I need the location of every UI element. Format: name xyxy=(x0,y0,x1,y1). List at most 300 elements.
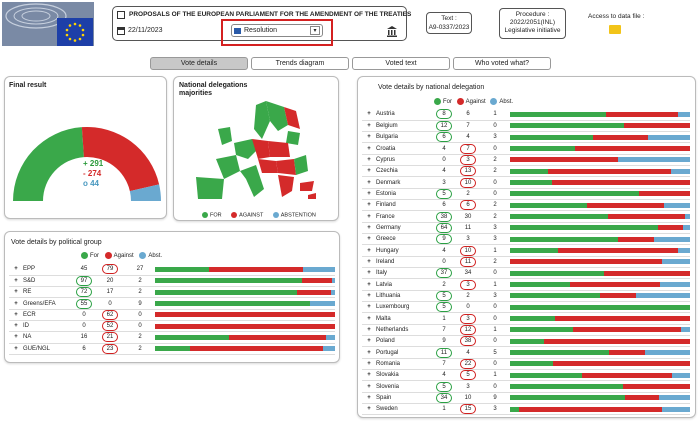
expand-row-button[interactable]: + xyxy=(362,132,376,143)
chevron-down-icon[interactable]: ▾ xyxy=(310,26,320,35)
against-count xyxy=(456,370,480,381)
vote-share-bar xyxy=(510,392,690,403)
for-count-value: 9 xyxy=(442,338,446,345)
against-count-value: 3 xyxy=(460,155,476,165)
abst-count xyxy=(480,370,510,381)
against-count-value: 34 xyxy=(464,270,472,277)
abst-count xyxy=(480,336,510,347)
political-group-row xyxy=(9,343,335,354)
abst-count xyxy=(480,143,510,154)
vote-share-bar xyxy=(510,245,690,256)
abst-count xyxy=(480,188,510,199)
procedure-label: Procedure : xyxy=(515,11,550,18)
for-count xyxy=(73,320,95,331)
row-label-value: Luxembourg xyxy=(376,304,410,311)
against-count xyxy=(456,268,480,279)
final-for-count: + 291 xyxy=(83,159,104,168)
bar-against-segment xyxy=(570,282,660,287)
abst-count xyxy=(125,332,155,343)
bar-abst-segment xyxy=(636,293,690,298)
national-delegation-row xyxy=(362,268,690,279)
expand-row-button[interactable]: + xyxy=(362,245,376,256)
for-count xyxy=(432,392,456,403)
row-label xyxy=(376,109,432,120)
pg-legend-abst: Abst. xyxy=(148,253,163,260)
for-count-value: 97 xyxy=(76,276,92,286)
vote-share-bar xyxy=(510,347,690,358)
national-delegation-table xyxy=(362,109,690,415)
nd-legend-against: Against xyxy=(465,99,486,106)
against-count-value: 52 xyxy=(102,321,118,331)
abst-count xyxy=(480,279,510,290)
for-count xyxy=(73,332,95,343)
against-count xyxy=(95,287,125,298)
bar-abst-segment xyxy=(662,407,690,412)
against-count-value: 13 xyxy=(460,166,476,176)
bar-for-segment xyxy=(510,225,658,230)
bar-against-segment xyxy=(297,290,331,295)
bar-for-segment xyxy=(510,180,552,185)
expand-row-button[interactable]: + xyxy=(362,200,376,211)
expand-row-button[interactable]: + xyxy=(9,320,23,331)
bar-abst-segment xyxy=(672,373,690,378)
against-count xyxy=(456,313,480,324)
against-count xyxy=(456,120,480,131)
bar-against-segment xyxy=(587,203,664,208)
bar-abst-segment xyxy=(648,135,690,140)
abst-count-value: 1 xyxy=(493,111,497,118)
abst-count-value: 3 xyxy=(493,406,497,413)
map-title: National delegations majorities xyxy=(179,82,248,97)
against-count xyxy=(456,109,480,120)
for-count xyxy=(432,200,456,211)
against-count xyxy=(95,332,125,343)
expand-row-button[interactable]: + xyxy=(362,302,376,313)
for-count-value: 5 xyxy=(436,291,452,301)
row-label-value: Latvia xyxy=(376,281,393,288)
row-label xyxy=(376,336,432,347)
against-count-value: 23 xyxy=(102,344,118,354)
for-count xyxy=(432,404,456,415)
expand-row-button[interactable]: + xyxy=(9,275,23,286)
bar-for-segment xyxy=(510,271,604,276)
final-result-title: Final result xyxy=(9,82,47,89)
for-count-value: 6 xyxy=(436,132,452,142)
expand-row-button[interactable]: + xyxy=(362,370,376,381)
for-count xyxy=(432,358,456,369)
national-delegation-row xyxy=(362,279,690,290)
abst-count-value: 3 xyxy=(493,134,497,141)
against-count xyxy=(456,302,480,313)
against-count-value: 15 xyxy=(460,404,476,414)
row-label-value: Lithuania xyxy=(376,292,401,299)
legend-abst-dot xyxy=(273,212,279,218)
bar-for-segment xyxy=(510,350,609,355)
tab-voted-text[interactable]: Voted text xyxy=(352,57,450,70)
vote-share-bar xyxy=(510,381,690,392)
vote-title: PROPOSALS OF THE EUROPEAN PARLIAMENT FOR THE AMENDMENT OF THE TREATIES xyxy=(129,11,412,18)
abst-count-value: 3 xyxy=(493,224,497,231)
expand-row-button[interactable]: + xyxy=(362,234,376,245)
vote-share-bar xyxy=(510,404,690,415)
for-count xyxy=(432,109,456,120)
bar-for-segment xyxy=(510,384,623,389)
abst-count xyxy=(480,177,510,188)
for-count-value: 2 xyxy=(442,281,446,288)
for-count xyxy=(432,302,456,313)
against-count xyxy=(456,245,480,256)
abst-count-value: 9 xyxy=(493,394,497,401)
for-count-value: 4 xyxy=(442,372,446,379)
expand-row-button[interactable]: + xyxy=(362,347,376,358)
for-count xyxy=(73,343,95,354)
against-count-value: 7 xyxy=(460,144,476,154)
expand-row-button[interactable]: + xyxy=(362,188,376,199)
bar-against-segment xyxy=(510,259,662,264)
for-count-value: 1 xyxy=(442,315,446,322)
row-label xyxy=(376,370,432,381)
row-label-value: NA xyxy=(23,334,32,341)
text-type-dropdown[interactable] xyxy=(231,24,323,37)
abst-count xyxy=(480,404,510,415)
against-count xyxy=(456,222,480,233)
final-result-card xyxy=(4,76,167,219)
row-label-value: Malta xyxy=(376,315,391,322)
for-count-value: 0 xyxy=(442,258,446,265)
expand-row-button[interactable]: + xyxy=(9,287,23,298)
vote-share-bar xyxy=(510,109,690,120)
national-delegation-row xyxy=(362,336,690,347)
abst-count-value: 9 xyxy=(138,300,142,307)
institution-icon[interactable] xyxy=(386,25,398,37)
bar-for-segment xyxy=(155,267,209,272)
national-delegation-row xyxy=(362,358,690,369)
bar-against-segment xyxy=(229,335,326,340)
national-delegation-row xyxy=(362,200,690,211)
expand-row-button[interactable]: + xyxy=(362,256,376,267)
expand-row-button[interactable]: + xyxy=(9,298,23,309)
for-count xyxy=(432,234,456,245)
for-count xyxy=(432,256,456,267)
abst-count xyxy=(480,154,510,165)
row-label xyxy=(23,309,73,320)
against-count-value: 3 xyxy=(466,236,470,243)
national-delegation-row xyxy=(362,143,690,154)
row-label-value: Finland xyxy=(376,202,396,209)
political-group-row xyxy=(9,298,335,309)
expand-row-button[interactable]: + xyxy=(362,336,376,347)
against-count xyxy=(456,177,480,188)
bar-against-segment xyxy=(552,180,690,185)
bar-abst-segment xyxy=(310,301,335,306)
bar-abst-segment xyxy=(331,290,335,295)
abst-count xyxy=(480,211,510,222)
abst-count-value: 0 xyxy=(493,145,497,152)
national-delegation-card xyxy=(357,76,696,418)
for-count-value: 12 xyxy=(436,121,452,131)
expand-row-button[interactable]: + xyxy=(362,290,376,301)
abst-count xyxy=(480,290,510,301)
against-count-value: 10 xyxy=(460,178,476,188)
expand-row-button[interactable]: + xyxy=(362,279,376,290)
row-label xyxy=(376,381,432,392)
abst-count xyxy=(125,343,155,354)
procedure-value: 2022/2051(INL) xyxy=(509,19,556,26)
abst-count xyxy=(125,275,155,286)
against-count-value: 2 xyxy=(466,292,470,299)
text-reference-box xyxy=(426,12,472,34)
for-count-value: 72 xyxy=(76,287,92,297)
procedure-type: Legislative initiative xyxy=(504,27,561,34)
for-count xyxy=(432,370,456,381)
political-group-card xyxy=(4,231,340,363)
for-count-value: 0 xyxy=(82,311,86,318)
abst-count xyxy=(480,109,510,120)
abst-count-value: 0 xyxy=(493,270,497,277)
row-label-value: ID xyxy=(23,323,29,330)
europe-map[interactable] xyxy=(196,99,326,204)
vote-share-bar xyxy=(155,320,335,331)
bar-for-segment xyxy=(510,282,570,287)
against-count xyxy=(456,154,480,165)
bar-against-segment xyxy=(555,316,690,321)
national-delegation-row xyxy=(362,392,690,403)
abst-count-value: 0 xyxy=(493,315,497,322)
for-count-value: 8 xyxy=(436,109,452,119)
for-count-value: 3 xyxy=(442,179,446,186)
expand-row-button[interactable]: + xyxy=(362,381,376,392)
row-label xyxy=(376,120,432,131)
abst-count xyxy=(125,298,155,309)
for-count-value: 16 xyxy=(80,334,88,341)
row-label xyxy=(376,268,432,279)
abst-count xyxy=(480,132,510,143)
abst-count-value: 2 xyxy=(138,277,142,284)
abst-count-value: 0 xyxy=(493,122,497,129)
bar-for-segment xyxy=(510,361,553,366)
for-count-value: 38 xyxy=(436,212,452,222)
national-delegation-row xyxy=(362,381,690,392)
abst-count-value: 0 xyxy=(493,179,497,186)
vote-share-bar xyxy=(155,275,335,286)
bar-abst-segment xyxy=(683,225,690,230)
abst-count xyxy=(480,381,510,392)
expand-row-button[interactable]: + xyxy=(362,313,376,324)
abst-count-value: 1 xyxy=(493,247,497,254)
expand-row-button[interactable]: + xyxy=(362,154,376,165)
for-count xyxy=(432,381,456,392)
for-count xyxy=(73,275,95,286)
expand-row-button[interactable]: + xyxy=(362,120,376,131)
vote-share-bar xyxy=(510,336,690,347)
bar-for-segment xyxy=(510,395,625,400)
row-label xyxy=(376,279,432,290)
bar-against-segment xyxy=(548,169,671,174)
expand-row-button[interactable]: + xyxy=(9,264,23,275)
bar-abst-segment xyxy=(685,214,690,219)
row-label xyxy=(376,313,432,324)
row-label-value: Austria xyxy=(376,111,395,118)
against-count xyxy=(456,381,480,392)
bar-against-segment xyxy=(606,112,678,117)
vote-share-bar xyxy=(510,200,690,211)
vote-share-bar xyxy=(510,222,690,233)
national-delegation-row xyxy=(362,245,690,256)
national-delegation-row xyxy=(362,313,690,324)
expand-row-button[interactable]: + xyxy=(362,358,376,369)
against-count xyxy=(456,404,480,415)
national-delegation-row xyxy=(362,256,690,267)
national-delegation-row xyxy=(362,166,690,177)
national-delegation-row xyxy=(362,222,690,233)
abst-count xyxy=(480,245,510,256)
for-count-value: 0 xyxy=(442,156,446,163)
vote-share-bar xyxy=(510,324,690,335)
bar-for-segment xyxy=(510,146,575,151)
national-delegation-legend xyxy=(434,98,513,105)
against-count-value: 11 xyxy=(460,257,476,267)
bar-against-segment xyxy=(609,350,645,355)
nd-legend-abst: Abst. xyxy=(499,99,514,106)
row-label-value: EPP xyxy=(23,266,36,273)
expand-row-button[interactable]: + xyxy=(362,324,376,335)
for-count-value: 45 xyxy=(80,266,88,273)
against-count-value: 6 xyxy=(460,200,476,210)
vote-share-bar xyxy=(510,166,690,177)
bar-against-segment xyxy=(600,293,636,298)
row-label-value: Poland xyxy=(376,338,395,345)
expand-row-button[interactable]: + xyxy=(362,268,376,279)
abst-count xyxy=(480,166,510,177)
vote-share-bar xyxy=(510,268,690,279)
bar-abst-segment xyxy=(681,327,690,332)
expand-row-button[interactable]: + xyxy=(9,332,23,343)
row-label xyxy=(23,264,73,275)
expand-row-button[interactable]: + xyxy=(362,392,376,403)
for-count xyxy=(432,132,456,143)
against-count xyxy=(456,392,480,403)
expand-row-button[interactable]: + xyxy=(9,343,23,354)
row-label-value: RE xyxy=(23,289,32,296)
row-label-value: Greece xyxy=(376,236,396,243)
row-label-value: Cyprus xyxy=(376,156,396,163)
abst-count-value: 1 xyxy=(493,326,497,333)
bar-against-segment xyxy=(155,324,335,329)
row-label xyxy=(23,320,73,331)
bar-for-segment xyxy=(155,301,310,306)
expand-row-button[interactable]: + xyxy=(362,143,376,154)
row-label xyxy=(376,324,432,335)
abst-count xyxy=(125,320,155,331)
data-file-icon[interactable] xyxy=(609,25,621,34)
against-count xyxy=(456,143,480,154)
bar-abst-segment xyxy=(659,395,690,400)
against-count-value: 62 xyxy=(102,310,118,320)
expand-row-button[interactable]: + xyxy=(9,309,23,320)
dropdown-value: Resolution xyxy=(244,27,278,34)
row-label xyxy=(23,287,73,298)
for-count-value: 5 xyxy=(436,189,452,199)
against-count-value: 5 xyxy=(460,370,476,380)
row-label-value: Italy xyxy=(376,270,388,277)
expand-row-button[interactable]: + xyxy=(362,166,376,177)
against-count xyxy=(456,279,480,290)
political-group-row xyxy=(9,309,335,320)
pg-legend-for: For xyxy=(90,253,99,260)
tab-who-voted-what[interactable]: Who voted what? xyxy=(453,57,551,70)
against-count-value: 4 xyxy=(466,349,470,356)
vote-title-box xyxy=(112,6,412,41)
row-label-value: GUE/NGL xyxy=(23,345,51,352)
text-value: A9-0337/2023 xyxy=(428,24,470,31)
vote-share-bar xyxy=(510,313,690,324)
vote-share-bar xyxy=(510,370,690,381)
expand-row-button[interactable]: + xyxy=(362,211,376,222)
abst-count xyxy=(480,358,510,369)
for-count xyxy=(73,264,95,275)
row-label xyxy=(376,177,432,188)
tab-vote-details[interactable]: Vote details xyxy=(150,57,248,70)
national-delegation-row xyxy=(362,154,690,165)
row-label-value: Greens/EFA xyxy=(23,300,56,307)
bar-for-segment xyxy=(510,305,690,310)
row-label xyxy=(376,154,432,165)
abst-count xyxy=(480,313,510,324)
for-count xyxy=(432,347,456,358)
gauge-for-segment xyxy=(13,127,84,201)
bar-abst-segment xyxy=(332,278,335,283)
against-count xyxy=(456,200,480,211)
abst-count xyxy=(480,120,510,131)
expand-row-button[interactable]: + xyxy=(362,404,376,415)
national-delegation-row xyxy=(362,177,690,188)
row-label-value: Denmark xyxy=(376,179,401,186)
national-delegation-row xyxy=(362,347,690,358)
expand-row-button[interactable]: + xyxy=(362,222,376,233)
for-count-value: 9 xyxy=(436,234,452,244)
legend-for-dot xyxy=(81,252,88,259)
row-label-value: Slovakia xyxy=(376,372,399,379)
against-count-value: 11 xyxy=(464,224,472,231)
national-delegation-row xyxy=(362,120,690,131)
nd-legend-for: For xyxy=(443,99,452,106)
expand-row-button[interactable]: + xyxy=(362,109,376,120)
abst-count xyxy=(480,302,510,313)
tab-trends-diagram[interactable]: Trends diagram xyxy=(251,57,349,70)
against-count xyxy=(456,336,480,347)
bar-abst-segment xyxy=(303,267,335,272)
bar-against-segment xyxy=(302,278,332,283)
expand-row-button[interactable]: + xyxy=(362,177,376,188)
bar-against-segment xyxy=(623,384,691,389)
bar-against-segment xyxy=(510,157,618,162)
bar-for-segment xyxy=(155,335,229,340)
bar-abst-segment xyxy=(660,282,690,287)
bar-against-segment xyxy=(553,361,690,366)
row-label xyxy=(376,392,432,403)
procedure-box xyxy=(499,8,566,39)
national-delegation-row xyxy=(362,109,690,120)
abst-count-value: 0 xyxy=(493,304,497,311)
eu-flag-icon xyxy=(57,18,93,46)
abst-count-value: 3 xyxy=(493,292,497,299)
vote-share-bar xyxy=(155,332,335,343)
against-count-value: 10 xyxy=(464,394,472,401)
final-against-count: - 274 xyxy=(83,169,102,178)
for-count-value: 5 xyxy=(436,382,452,392)
against-count xyxy=(456,358,480,369)
against-count-value: 2 xyxy=(466,190,470,197)
